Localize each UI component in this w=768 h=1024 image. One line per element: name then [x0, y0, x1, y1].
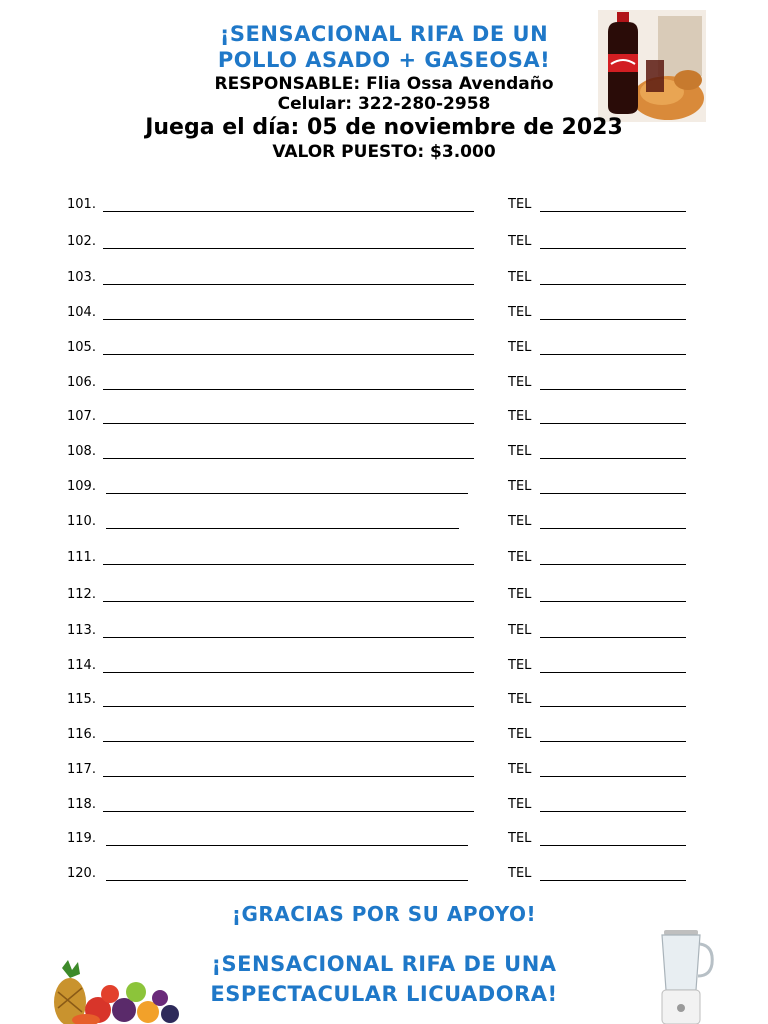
- name-blank-line: [106, 845, 468, 846]
- celular-text: Celular: 322-280-2958: [277, 94, 491, 114]
- ticket-row: [0, 197, 768, 217]
- tel-blank-line: [540, 528, 686, 529]
- ticket-number: 103.: [67, 270, 96, 285]
- tel-blank-line: [540, 741, 686, 742]
- tel-blank-line: [540, 845, 686, 846]
- ticket-row: [0, 340, 768, 360]
- tel-blank-line: [540, 880, 686, 881]
- tel-label: TEL: [508, 550, 532, 565]
- ticket-row: [0, 409, 768, 429]
- tel-blank-line: [540, 319, 686, 320]
- tel-blank-line: [540, 776, 686, 777]
- blender-image: [650, 930, 720, 1024]
- ticket-row: [0, 658, 768, 678]
- ticket-row: [0, 270, 768, 290]
- tel-label: TEL: [508, 866, 532, 881]
- tel-blank-line: [540, 811, 686, 812]
- next-raffle-line1: ¡SENSACIONAL RIFA DE UNA: [211, 952, 557, 976]
- raffle-title-line2: POLLO ASADO + GASEOSA!: [217, 48, 551, 72]
- tel-blank-line: [540, 601, 686, 602]
- tel-blank-line: [540, 493, 686, 494]
- ticket-row: [0, 375, 768, 395]
- ticket-number: 119.: [67, 831, 96, 846]
- name-blank-line: [103, 423, 474, 424]
- draw-date: Juega el día: 05 de noviembre de 2023: [145, 115, 623, 140]
- tel-label: TEL: [508, 305, 532, 320]
- ticket-row: [0, 479, 768, 499]
- ticket-number: 106.: [67, 375, 96, 390]
- name-blank-line: [103, 284, 474, 285]
- name-blank-line: [103, 637, 474, 638]
- ticket-row: [0, 797, 768, 817]
- tel-label: TEL: [508, 831, 532, 846]
- name-blank-line: [103, 211, 474, 212]
- name-blank-line: [103, 741, 474, 742]
- name-blank-line: [103, 319, 474, 320]
- name-blank-line: [106, 528, 459, 529]
- ticket-number: 109.: [67, 479, 96, 494]
- ticket-number: 118.: [67, 797, 96, 812]
- ticket-number: 114.: [67, 658, 96, 673]
- ticket-row: [0, 514, 768, 534]
- tel-label: TEL: [508, 409, 532, 424]
- name-blank-line: [106, 880, 468, 881]
- ticket-row: [0, 831, 768, 851]
- name-blank-line: [103, 458, 474, 459]
- tel-blank-line: [540, 672, 686, 673]
- next-raffle-line2: ESPECTACULAR LICUADORA!: [210, 982, 558, 1006]
- tel-label: TEL: [508, 444, 532, 459]
- tel-blank-line: [540, 248, 686, 249]
- tel-label: TEL: [508, 762, 532, 777]
- ticket-number: 116.: [67, 727, 96, 742]
- fruit-image: [40, 958, 180, 1024]
- ticket-row: [0, 623, 768, 643]
- ticket-number: 117.: [67, 762, 96, 777]
- ticket-number: 101.: [67, 197, 96, 212]
- ticket-number: 115.: [67, 692, 96, 707]
- name-blank-line: [103, 776, 474, 777]
- ticket-row: [0, 692, 768, 712]
- ticket-number: 111.: [67, 550, 96, 565]
- responsable-text: RESPONSABLE: Flia Ossa Avendaño: [214, 74, 554, 94]
- ticket-row: [0, 727, 768, 747]
- tel-blank-line: [540, 564, 686, 565]
- ticket-row: [0, 444, 768, 464]
- ticket-number: 102.: [67, 234, 96, 249]
- tel-blank-line: [540, 354, 686, 355]
- tel-label: TEL: [508, 514, 532, 529]
- ticket-number: 113.: [67, 623, 96, 638]
- ticket-row: [0, 587, 768, 607]
- ticket-number: 104.: [67, 305, 96, 320]
- tel-label: TEL: [508, 479, 532, 494]
- name-blank-line: [103, 354, 474, 355]
- tel-blank-line: [540, 284, 686, 285]
- ticket-row: [0, 305, 768, 325]
- ticket-number: 110.: [67, 514, 96, 529]
- tel-label: TEL: [508, 797, 532, 812]
- tel-label: TEL: [508, 234, 532, 249]
- name-blank-line: [103, 248, 474, 249]
- ticket-price: VALOR PUESTO: $3.000: [272, 142, 496, 162]
- tel-label: TEL: [508, 692, 532, 707]
- ticket-number: 112.: [67, 587, 96, 602]
- name-blank-line: [103, 564, 474, 565]
- name-blank-line: [103, 672, 474, 673]
- name-blank-line: [103, 601, 474, 602]
- name-blank-line: [106, 493, 468, 494]
- raffle-title-line1: ¡SENSACIONAL RIFA DE UN: [219, 22, 549, 46]
- ticket-row: [0, 550, 768, 570]
- tel-blank-line: [540, 389, 686, 390]
- ticket-number: 108.: [67, 444, 96, 459]
- tel-blank-line: [540, 706, 686, 707]
- tel-label: TEL: [508, 658, 532, 673]
- ticket-row: [0, 866, 768, 886]
- tel-label: TEL: [508, 340, 532, 355]
- tel-blank-line: [540, 211, 686, 212]
- ticket-number: 120.: [67, 866, 96, 881]
- tel-blank-line: [540, 423, 686, 424]
- tel-blank-line: [540, 458, 686, 459]
- tel-label: TEL: [508, 375, 532, 390]
- tel-label: TEL: [508, 727, 532, 742]
- tel-label: TEL: [508, 587, 532, 602]
- ticket-number: 107.: [67, 409, 96, 424]
- thanks-message: ¡GRACIAS POR SU APOYO!: [231, 902, 537, 926]
- ticket-row: [0, 762, 768, 782]
- tel-label: TEL: [508, 270, 532, 285]
- ticket-row: [0, 234, 768, 254]
- name-blank-line: [103, 706, 474, 707]
- tel-label: TEL: [508, 623, 532, 638]
- name-blank-line: [103, 389, 474, 390]
- tel-label: TEL: [508, 197, 532, 212]
- ticket-number: 105.: [67, 340, 96, 355]
- tel-blank-line: [540, 637, 686, 638]
- name-blank-line: [103, 811, 474, 812]
